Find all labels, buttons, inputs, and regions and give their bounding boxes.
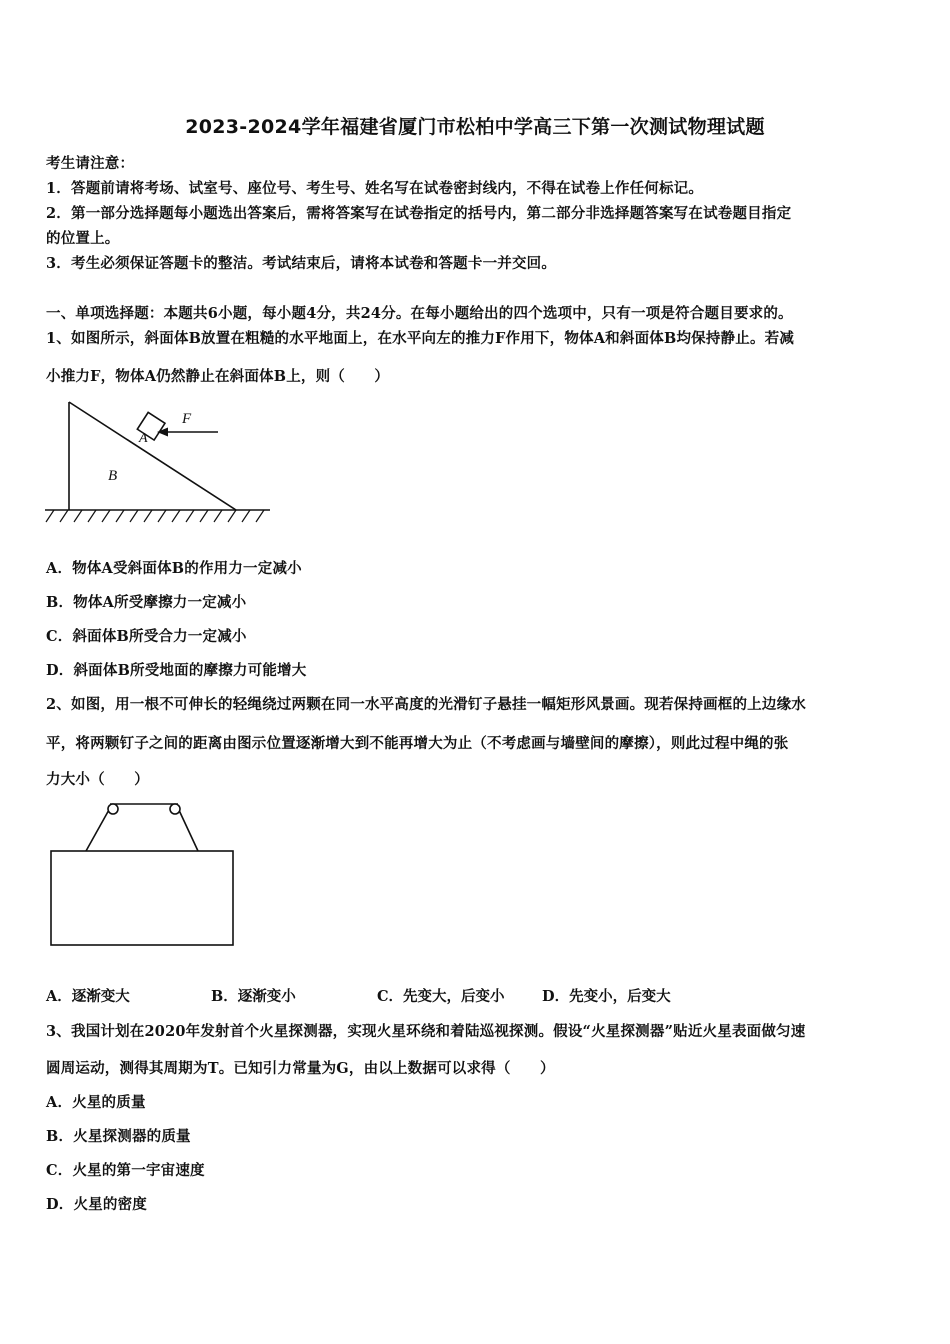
- q3-stem-line1: 3、我国计划在2020年发射首个火星探测器，实现火星环绕和着陆巡视探测。假设“火星探测器”贴近火星表面做匀速: [46, 1023, 806, 1040]
- notice-heading: 考生请注意：: [46, 155, 135, 172]
- q3-option-d: D．火星的密度: [46, 1196, 147, 1213]
- q2-stem-line2: 平，将两颗钉子之间的距离由图示位置逐渐增大到不能再增大为止（不考虑画与墙壁间的摩擦），则此过程中绳的张: [46, 735, 789, 752]
- ground-hatching: [46, 510, 264, 522]
- q1-stem-line2: 小推力F，物体A仍然静止在斜面体B上，则（ ）: [46, 368, 390, 385]
- q2-picture-figure: [44, 796, 244, 951]
- notice-item: 2．第一部分选择题每小题选出答案后，需将答案写在试卷指定的括号内，第二部分非选择题答案写在试卷题目指定: [46, 205, 792, 222]
- rope-left: [86, 808, 110, 851]
- q2-option-c: C．先变大，后变小: [377, 988, 505, 1005]
- label-f: F: [182, 411, 192, 427]
- label-b: B: [108, 468, 118, 484]
- q3-option-a: A．火星的质量: [46, 1094, 146, 1111]
- notice-item: 3．考生必须保证答题卡的整洁。考试结束后，请将本试卷和答题卡一并交回。: [46, 255, 557, 272]
- q2-option-b: B．逐渐变小: [211, 988, 296, 1005]
- q3-stem-line2: 圆周运动，测得其周期为T。已知引力常量为G，由以上数据可以求得（ ）: [46, 1060, 555, 1077]
- q2-option-d: D．先变小，后变大: [542, 988, 671, 1005]
- notice-item: 的位置上。: [46, 230, 120, 247]
- q1-incline-figure: [40, 392, 275, 532]
- q1-option-a: A．物体A受斜面体B的作用力一定减小: [46, 560, 302, 577]
- q2-option-a: A．逐渐变大: [46, 988, 130, 1005]
- page-title: 2023-2024学年福建省厦门市松柏中学高三下第一次测试物理试题: [185, 116, 765, 138]
- label-a: A: [139, 431, 148, 446]
- q1-option-d: D．斜面体B所受地面的摩擦力可能增大: [46, 662, 307, 679]
- q2-stem-line1: 2、如图，用一根不可伸长的轻绳绕过两颗在同一水平高度的光滑钉子悬挂一幅矩形风景画。现若保持画框的上边缘水: [46, 696, 806, 713]
- section-heading: 一、单项选择题：本题共6小题，每小题4分，共24分。在每小题给出的四个选项中，只有一项是符合题目要求的。: [46, 305, 793, 322]
- notice-item: 1．答题前请将考场、试室号、座位号、考生号、姓名写在试卷密封线内，不得在试卷上作任何标记。: [46, 180, 704, 197]
- q2-stem-line3: 力大小（ ）: [46, 771, 149, 788]
- rope-right: [178, 808, 198, 851]
- q3-option-c: C．火星的第一宇宙速度: [46, 1162, 205, 1179]
- nail-left: [108, 804, 118, 814]
- q1-option-b: B．物体A所受摩擦力一定减小: [46, 594, 247, 611]
- picture-frame: [51, 851, 233, 945]
- q1-option-c: C．斜面体B所受合力一定减小: [46, 628, 247, 645]
- q1-stem-line1: 1、如图所示，斜面体B放置在粗糙的水平地面上，在水平向左的推力F作用下，物体A和斜面体B均保持静止。若减: [46, 330, 795, 347]
- nail-right: [170, 804, 180, 814]
- q3-option-b: B．火星探测器的质量: [46, 1128, 191, 1145]
